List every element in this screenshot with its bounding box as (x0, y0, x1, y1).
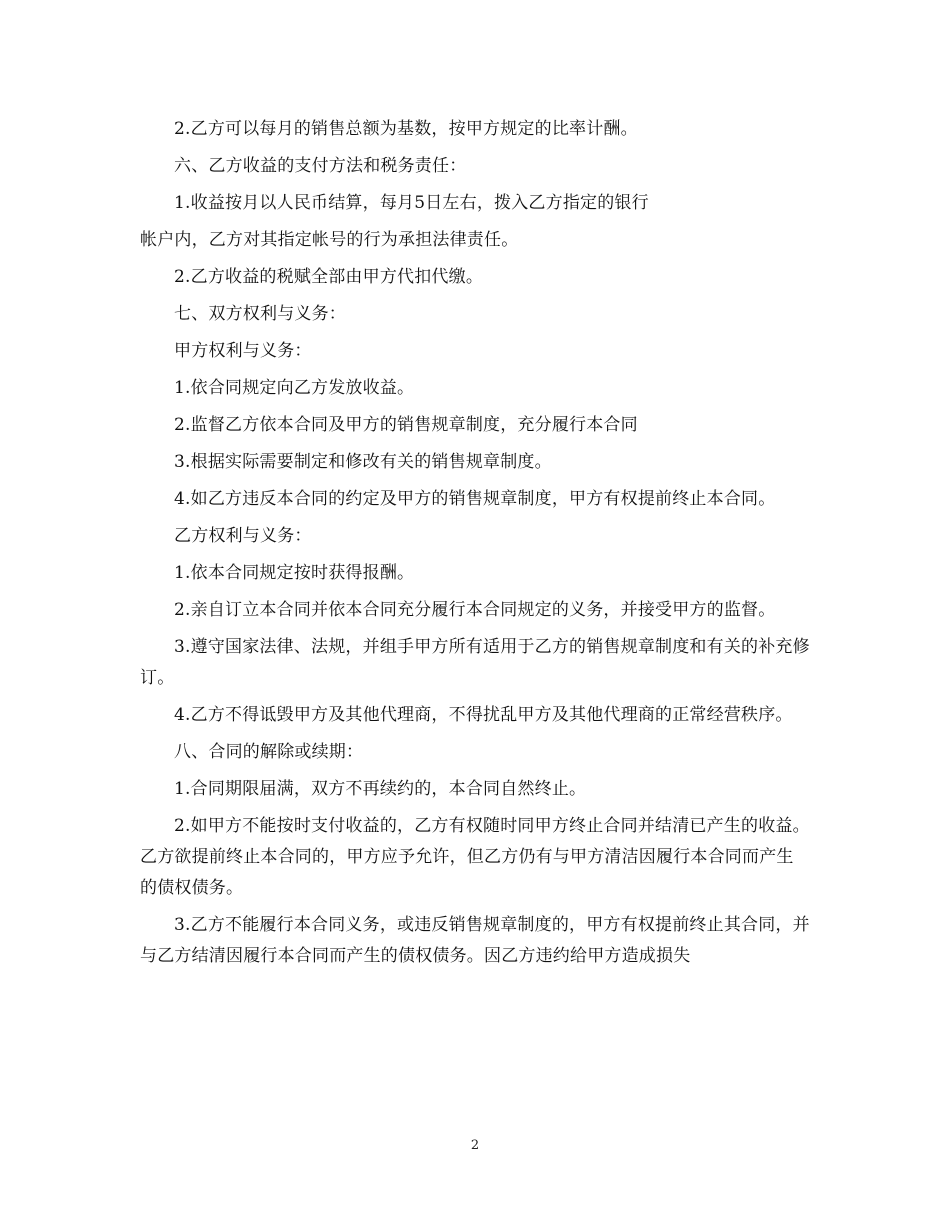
paragraph: 2.乙方收益的税赋全部由甲方代扣代缴。 (174, 267, 484, 287)
document-body (140, 114, 810, 978)
section-heading: 六、乙方收益的支付方法和税务责任： (174, 156, 467, 176)
page-number: 2 (470, 1138, 480, 1153)
section-heading: 七、双方权利与义务： (174, 304, 346, 324)
subsection-heading: 乙方权利与义务： (174, 526, 312, 546)
paragraph: 2.乙方可以每月的销售总额为基数，按甲方规定的比率计酬。 (174, 119, 638, 139)
paragraph: 1.合同期限届满，双方不再续约的，本合同自然终止。 (174, 779, 587, 799)
paragraph: 4.如乙方违反本合同的约定及甲方的销售规章制度，甲方有权提前终止本合同。 (174, 489, 776, 509)
subsection-heading: 甲方权利与义务： (174, 341, 312, 361)
paragraph: 1.依合同规定向乙方发放收益。 (174, 378, 415, 398)
paragraph: 4.乙方不得诋毁甲方及其他代理商，不得扰乱甲方及其他代理商的正常经营秩序。 (174, 705, 793, 725)
paragraph: 1.依本合同规定按时获得报酬。 (174, 563, 415, 583)
section-heading: 八、合同的解除或续期： (174, 742, 364, 762)
paragraph: 2.如甲方不能按时支付收益的，乙方有权随时同甲方终止合同并结清已产生的收益。乙方欲提前终止本合同的，甲方应予允许，但乙方仍有与甲方清洁因履行本合同而产生的债权债务。 (140, 816, 810, 898)
paragraph: 3.遵守国家法律、法规，并组手甲方所有适用于乙方的销售规章制度和有关的补充修订。 (140, 637, 810, 688)
paragraph: 3.乙方不能履行本合同义务，或违反销售规章制度的，甲方有权提前终止其合同，并与乙方结清因履行本合同而产生的债权债务。因乙方违约给甲方造成损失 (140, 915, 810, 966)
paragraph-continuation: 帐户内，乙方对其指定帐号的行为承担法律责任。 (140, 230, 519, 250)
paragraph: 2.亲自订立本合同并依本合同充分履行本合同规定的义务，并接受甲方的监督。 (174, 600, 776, 620)
paragraph: 2.监督乙方依本合同及甲方的销售规章制度，充分履行本合同 (174, 415, 638, 435)
paragraph: 3.根据实际需要制定和修改有关的销售规章制度。 (174, 452, 552, 472)
paragraph: 1.收益按月以人民币结算，每月5日左右，拨入乙方指定的银行 (174, 193, 649, 213)
